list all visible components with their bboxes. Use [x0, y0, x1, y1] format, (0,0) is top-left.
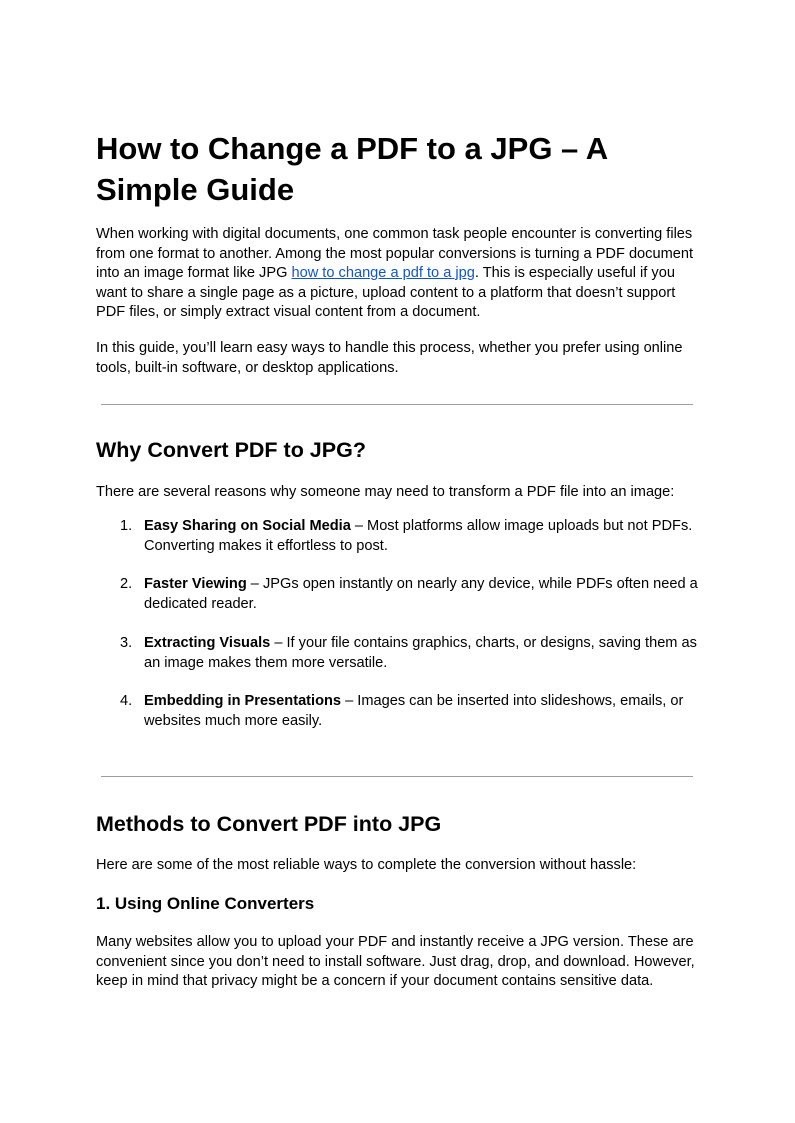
section-heading-why: Why Convert PDF to JPG?: [96, 438, 366, 462]
list-item-text: – JPGs open instantly on nearly any device, while PDFs often need a dedicated reader.: [144, 576, 698, 612]
list-item-text: – Most platforms allow image uploads but not PDFs. Converting makes it effortless to post.: [144, 518, 693, 554]
list-item-number: 1.: [120, 518, 133, 534]
list-item-bold-label: Extracting Visuals: [144, 635, 271, 651]
online-converters-paragraph: Many websites allow you to upload your PDF and instantly receive a JPG version. These are convenient since you don’t need to install software. Just drag, drop, and download. However, keep in mind that privacy might be a concern if your document contains sensitive data.: [96, 934, 695, 989]
list-item-number: 3.: [120, 635, 133, 651]
subsection-heading-online-converters: 1. Using Online Converters: [96, 894, 315, 913]
list-item-text: – Images can be inserted into slideshows, emails, or websites much more easily.: [144, 693, 684, 729]
intro-text-after-link: . This is especially useful if you want to share a single page as a picture, upload content to a platform that doesn’t support PDF files, or simply extract visual content from a document.: [96, 265, 676, 320]
intro-paragraph-2: In this guide, you’ll learn easy ways to handle this process, whether you prefer using online tools, built-in software, or desktop applications.: [96, 340, 683, 376]
list-item-body: [144, 634, 701, 673]
inline-link[interactable]: how to change a pdf to a jpg: [291, 265, 475, 281]
list-item-bold-label: Easy Sharing on Social Media: [144, 518, 351, 534]
list-item-number: 4.: [120, 693, 133, 709]
list-item-number: 2.: [120, 576, 133, 592]
why-lead-paragraph: There are several reasons why someone may need to transform a PDF file into an image:: [96, 484, 675, 500]
page-title: How to Change a PDF to a JPG – A Simple Guide: [96, 131, 607, 207]
list-item-body: [144, 692, 701, 731]
list-item-bold-label: Embedding in Presentations: [144, 693, 342, 709]
horizontal-rule: [101, 404, 693, 405]
list-item-body: [144, 517, 701, 556]
section-heading-methods: Methods to Convert PDF into JPG: [96, 812, 442, 836]
intro-paragraph-1: [96, 225, 701, 323]
list-item-body: [144, 575, 701, 614]
intro-text-before-link: When working with digital documents, one common task people encounter is converting files from one format to another. Among the most popular conversions is turning a PDF document into an image format like JPG: [96, 226, 694, 281]
horizontal-rule: [101, 776, 693, 777]
methods-lead-paragraph: Here are some of the most reliable ways to complete the conversion without hassle:: [96, 857, 637, 873]
list-item-text: – If your file contains graphics, charts, or designs, saving them as an image makes them more versatile.: [144, 635, 697, 671]
list-item-bold-label: Faster Viewing: [144, 576, 247, 592]
